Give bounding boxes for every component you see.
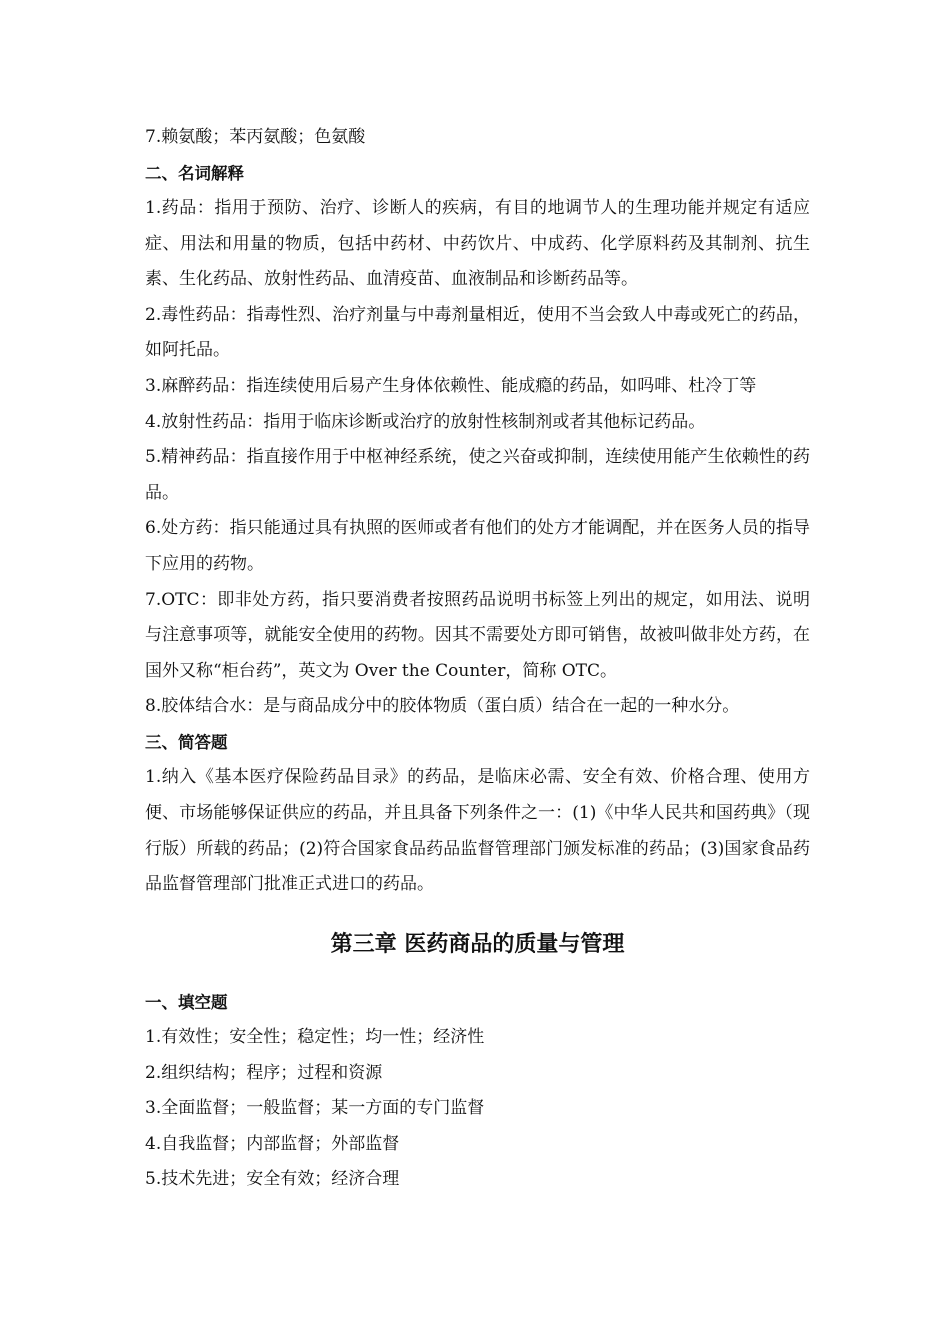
answer-item: 2.组织结构；程序；过程和资源 <box>145 1062 383 1083</box>
definition-item: 6.处方药：指只能通过具有执照的医师或者有他们的处方才能调配，并在医务人员的指导下应用的药物。 <box>145 518 810 574</box>
section-heading: 三、简答题 <box>145 732 228 752</box>
answer-item: 5.技术先进；安全有效；经济合理 <box>145 1169 400 1190</box>
definition-item: 2.毒性药品：指毒性烈、治疗剂量与中毒剂量相近，使用不当会致人中毒或死亡的药品，如阿托品。 <box>145 304 810 361</box>
definition-item: 3.麻醉药品：指连续使用后易产生身体依赖性、能成瘾的药品，如吗啡、杜冷丁等 <box>145 375 757 396</box>
answer-item: 4.自我监督；内部监督；外部监督 <box>145 1133 400 1154</box>
definition-item: 7.OTC：即非处方药，指只要消费者按照药品说明书标签上列出的规定，如用法、说明与注意事项等，就能安全使用的药物。因其不需要处方即可销售，故被叫做非处方药，在国外又称“柜台药”，英文为 Over the Counter，简称 OTC。 <box>145 589 810 681</box>
answer-item: 1.有效性；安全性；稳定性；均一性；经济性 <box>145 1027 485 1048</box>
definition-item: 4.放射性药品：指用于临床诊断或治疗的放射性核制剂或者其他标记药品。 <box>145 411 706 432</box>
definition-item: 1.药品：指用于预防、治疗、诊断人的疾病，有目的地调节人的生理功能并规定有适应症、用法和用量的物质，包括中药材、中药饮片、中成药、化学原料药及其制剂、抗生素、生化药品、放射性药品、血清疫苗、血液制品和诊断药品等。 <box>145 198 810 290</box>
answer-item: 7.赖氨酸；苯丙氨酸；色氨酸 <box>145 127 366 147</box>
definition-item: 8.胶体结合水：是与商品成分中的胶体物质（蛋白质）结合在一起的一种水分。 <box>145 696 740 717</box>
definition-item: 5.精神药品：指直接作用于中枢神经系统，使之兴奋或抑制，连续使用能产生依赖性的药品。 <box>145 447 810 503</box>
section-heading: 二、名词解释 <box>145 163 244 183</box>
answer-item: 3.全面监督；一般监督；某一方面的专门监督 <box>145 1098 485 1119</box>
section-heading: 一、填空题 <box>145 992 228 1012</box>
chapter-title: 第三章 医药商品的质量与管理 <box>330 931 625 957</box>
answer-paragraph: 1.纳入《基本医疗保险药品目录》的药品，是临床必需、安全有效、价格合理、使用方便、市场能够保证供应的药品，并且具备下列条件之一：(1)《中华人民共和国药典》（现行版）所载的药品；(2)符合国家食品药品监督管理部门颁发标准的药品；(3)国家食品药品监督管理部门批准正式进口的药品。 <box>145 767 810 895</box>
document-page <box>145 120 810 1198</box>
